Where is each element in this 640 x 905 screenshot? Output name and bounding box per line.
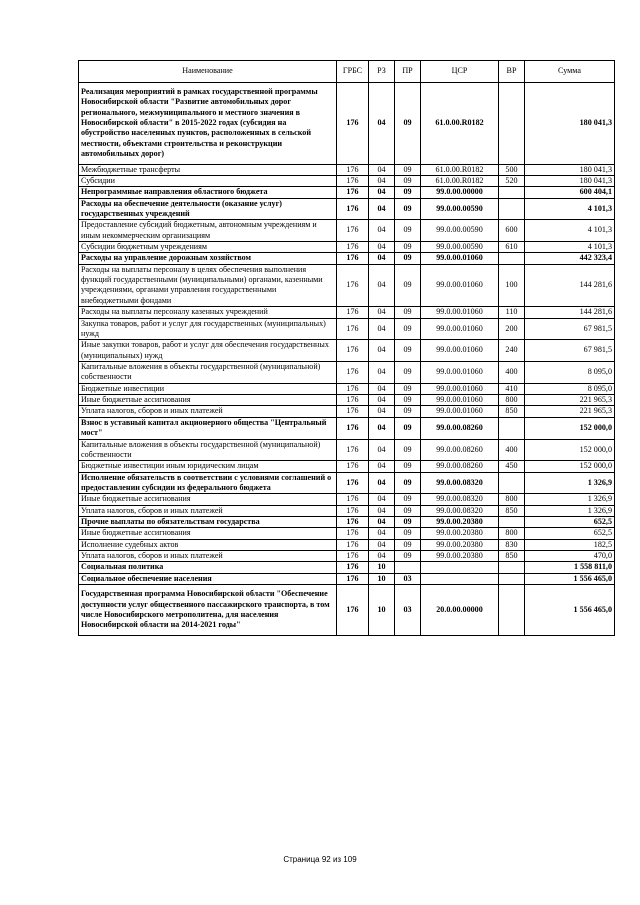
- cell-pr: 09: [395, 472, 421, 494]
- cell-name: Уплата налогов, сборов и иных платежей: [79, 505, 337, 516]
- cell-vr: [499, 187, 525, 198]
- table-row: [79, 383, 615, 394]
- cell-vr: 600: [499, 220, 525, 242]
- cell-name: Бюджетные инвестиции: [79, 383, 337, 394]
- header-csr: ЦСР: [421, 61, 499, 83]
- cell-grbs: 176: [337, 551, 369, 562]
- cell-sum: 442 323,4: [525, 253, 615, 264]
- cell-csr: 99.0.00.01060: [421, 395, 499, 406]
- cell-rz: 10: [369, 585, 395, 635]
- cell-pr: 09: [395, 175, 421, 186]
- cell-name: Исполнение обязательств в соответствии с условиями соглашений о предоставлении субсидии из федерального бюджета: [79, 472, 337, 494]
- cell-rz: 04: [369, 175, 395, 186]
- table-row: [79, 505, 615, 516]
- cell-name: Иные бюджетные ассигнования: [79, 494, 337, 505]
- cell-vr: 850: [499, 551, 525, 562]
- cell-vr: 100: [499, 264, 525, 306]
- cell-sum: 180 041,3: [525, 175, 615, 186]
- cell-rz: 04: [369, 383, 395, 394]
- cell-name: Предоставление субсидий бюджетным, автономным учреждениям и иным некоммерческим организациям: [79, 220, 337, 242]
- cell-rz: 04: [369, 395, 395, 406]
- cell-rz: 04: [369, 406, 395, 417]
- cell-sum: 8 095,0: [525, 361, 615, 383]
- cell-name: Иные бюджетные ассигнования: [79, 528, 337, 539]
- cell-rz: 04: [369, 307, 395, 318]
- cell-pr: 09: [395, 505, 421, 516]
- cell-csr: 99.0.00.08320: [421, 472, 499, 494]
- header-name: Наименование: [79, 61, 337, 83]
- cell-vr: [499, 83, 525, 165]
- cell-rz: 04: [369, 505, 395, 516]
- cell-vr: [499, 517, 525, 528]
- cell-vr: 830: [499, 539, 525, 550]
- cell-pr: 09: [395, 461, 421, 472]
- table-row: [79, 242, 615, 253]
- cell-vr: 800: [499, 528, 525, 539]
- cell-sum: 8 095,0: [525, 383, 615, 394]
- cell-grbs: 176: [337, 395, 369, 406]
- cell-pr: 09: [395, 164, 421, 175]
- cell-grbs: 176: [337, 164, 369, 175]
- cell-grbs: 176: [337, 505, 369, 516]
- cell-rz: 04: [369, 340, 395, 362]
- cell-rz: 04: [369, 187, 395, 198]
- cell-name: Социальное обеспечение населения: [79, 573, 337, 584]
- cell-name: Иные закупки товаров, работ и услуг для обеспечения государственных (муниципальных) нужд: [79, 340, 337, 362]
- cell-csr: 61.0.00.R0182: [421, 83, 499, 165]
- cell-name: Непрограммные направления областного бюджета: [79, 187, 337, 198]
- cell-sum: 180 041,3: [525, 83, 615, 165]
- cell-name: Иные бюджетные ассигнования: [79, 395, 337, 406]
- page-number: Страница 92 из 109: [283, 855, 357, 864]
- table-row: [79, 198, 615, 220]
- cell-sum: 1 326,9: [525, 505, 615, 516]
- cell-csr: 99.0.00.20380: [421, 539, 499, 550]
- cell-pr: 09: [395, 494, 421, 505]
- cell-rz: 10: [369, 562, 395, 573]
- cell-sum: 67 981,5: [525, 318, 615, 340]
- cell-csr: 99.0.00.20380: [421, 551, 499, 562]
- cell-name: Государственная программа Новосибирской области "Обеспечение доступности услуг общественного пассажирского транспорта, в том числе Новосибирского метрополитена, для населения Новосибирской области на 2014-2021 годы": [79, 585, 337, 635]
- cell-grbs: 176: [337, 528, 369, 539]
- cell-pr: 09: [395, 198, 421, 220]
- table-row: [79, 494, 615, 505]
- cell-pr: 09: [395, 539, 421, 550]
- cell-name: Субсидии бюджетным учреждениям: [79, 242, 337, 253]
- cell-name: Уплата налогов, сборов и иных платежей: [79, 406, 337, 417]
- cell-rz: 04: [369, 494, 395, 505]
- cell-sum: 652,5: [525, 528, 615, 539]
- cell-grbs: 176: [337, 318, 369, 340]
- cell-name: Закупка товаров, работ и услуг для государственных (муниципальных) нужд: [79, 318, 337, 340]
- cell-vr: [499, 585, 525, 635]
- cell-grbs: 176: [337, 494, 369, 505]
- cell-vr: 400: [499, 439, 525, 461]
- table-row: [79, 220, 615, 242]
- cell-rz: 04: [369, 164, 395, 175]
- cell-sum: 221 965,3: [525, 406, 615, 417]
- cell-sum: 152 000,0: [525, 417, 615, 439]
- cell-pr: 09: [395, 187, 421, 198]
- cell-grbs: 176: [337, 187, 369, 198]
- cell-csr: 99.0.00.00590: [421, 220, 499, 242]
- table-row: [79, 253, 615, 264]
- cell-csr: 99.0.00.08260: [421, 417, 499, 439]
- cell-pr: 09: [395, 361, 421, 383]
- cell-grbs: 176: [337, 253, 369, 264]
- cell-name: Расходы на обеспечение деятельности (оказание услуг) государственных учреждений: [79, 198, 337, 220]
- cell-name: Межбюджетные трансферты: [79, 164, 337, 175]
- cell-rz: 04: [369, 528, 395, 539]
- cell-sum: 4 101,3: [525, 242, 615, 253]
- cell-rz: 04: [369, 198, 395, 220]
- cell-vr: 110: [499, 307, 525, 318]
- cell-csr: 99.0.00.08260: [421, 461, 499, 472]
- cell-name: Капитальные вложения в объекты государственной (муниципальной) собственности: [79, 361, 337, 383]
- table-row: [79, 164, 615, 175]
- cell-rz: 04: [369, 517, 395, 528]
- table-row: [79, 585, 615, 635]
- cell-pr: 03: [395, 573, 421, 584]
- table-row: [79, 175, 615, 186]
- cell-grbs: 176: [337, 461, 369, 472]
- cell-csr: 99.0.00.08320: [421, 505, 499, 516]
- cell-sum: 1 558 811,0: [525, 562, 615, 573]
- cell-vr: 410: [499, 383, 525, 394]
- cell-vr: [499, 198, 525, 220]
- table-row: [79, 395, 615, 406]
- cell-rz: 04: [369, 83, 395, 165]
- cell-vr: 520: [499, 175, 525, 186]
- cell-pr: 09: [395, 417, 421, 439]
- cell-csr: 61.0.00.R0182: [421, 164, 499, 175]
- cell-sum: 180 041,3: [525, 164, 615, 175]
- cell-grbs: 176: [337, 406, 369, 417]
- cell-grbs: 176: [337, 198, 369, 220]
- header-rz: РЗ: [369, 61, 395, 83]
- cell-pr: 09: [395, 318, 421, 340]
- table-row: [79, 264, 615, 306]
- cell-sum: 1 556 465,0: [525, 573, 615, 584]
- cell-rz: 04: [369, 461, 395, 472]
- cell-grbs: 176: [337, 417, 369, 439]
- cell-vr: 400: [499, 361, 525, 383]
- cell-rz: 04: [369, 439, 395, 461]
- table-row: [79, 439, 615, 461]
- cell-vr: 850: [499, 505, 525, 516]
- cell-rz: 04: [369, 253, 395, 264]
- cell-sum: 652,5: [525, 517, 615, 528]
- budget-table: [78, 60, 615, 636]
- cell-name: Взнос в уставный капитал акционерного общества "Центральный мост": [79, 417, 337, 439]
- table-row: [79, 187, 615, 198]
- cell-vr: 850: [499, 406, 525, 417]
- cell-rz: 04: [369, 220, 395, 242]
- cell-vr: 800: [499, 494, 525, 505]
- cell-name: Капитальные вложения в объекты государственной (муниципальной) собственности: [79, 439, 337, 461]
- cell-grbs: 176: [337, 264, 369, 306]
- cell-pr: 09: [395, 439, 421, 461]
- table-row: [79, 417, 615, 439]
- cell-rz: 04: [369, 551, 395, 562]
- cell-name: Бюджетные инвестиции иным юридическим лицам: [79, 461, 337, 472]
- cell-rz: 04: [369, 539, 395, 550]
- header-vr: ВР: [499, 61, 525, 83]
- cell-grbs: 176: [337, 175, 369, 186]
- cell-vr: [499, 562, 525, 573]
- cell-grbs: 176: [337, 83, 369, 165]
- cell-csr: 99.0.00.01060: [421, 361, 499, 383]
- cell-name: Субсидии: [79, 175, 337, 186]
- table-row: [79, 318, 615, 340]
- header-row: [79, 61, 615, 83]
- cell-grbs: 176: [337, 439, 369, 461]
- cell-csr: 99.0.00.08260: [421, 439, 499, 461]
- cell-grbs: 176: [337, 539, 369, 550]
- cell-vr: 200: [499, 318, 525, 340]
- cell-sum: 67 981,5: [525, 340, 615, 362]
- cell-pr: 09: [395, 406, 421, 417]
- cell-pr: 09: [395, 517, 421, 528]
- cell-pr: 09: [395, 220, 421, 242]
- cell-grbs: 176: [337, 340, 369, 362]
- cell-pr: 09: [395, 395, 421, 406]
- cell-sum: 152 000,0: [525, 439, 615, 461]
- cell-csr: 99.0.00.20380: [421, 528, 499, 539]
- cell-rz: 04: [369, 472, 395, 494]
- table-body: [79, 83, 615, 636]
- cell-vr: [499, 417, 525, 439]
- cell-csr: 20.0.00.00000: [421, 585, 499, 635]
- cell-pr: 09: [395, 551, 421, 562]
- table-row: [79, 573, 615, 584]
- cell-name: Социальная политика: [79, 562, 337, 573]
- cell-csr: 99.0.00.08320: [421, 494, 499, 505]
- cell-csr: 99.0.00.20380: [421, 517, 499, 528]
- header-sum: Сумма: [525, 61, 615, 83]
- cell-rz: 04: [369, 264, 395, 306]
- cell-vr: 610: [499, 242, 525, 253]
- cell-vr: 240: [499, 340, 525, 362]
- table-row: [79, 539, 615, 550]
- table-row: [79, 472, 615, 494]
- cell-rz: 04: [369, 417, 395, 439]
- table-row: [79, 83, 615, 165]
- cell-grbs: 176: [337, 585, 369, 635]
- cell-grbs: 176: [337, 220, 369, 242]
- cell-csr: 99.0.00.00000: [421, 187, 499, 198]
- cell-sum: 470,0: [525, 551, 615, 562]
- cell-csr: 61.0.00.R0182: [421, 175, 499, 186]
- cell-csr: 99.0.00.01060: [421, 253, 499, 264]
- cell-grbs: 176: [337, 573, 369, 584]
- cell-csr: 99.0.00.01060: [421, 340, 499, 362]
- cell-vr: 800: [499, 395, 525, 406]
- cell-grbs: 176: [337, 383, 369, 394]
- cell-csr: 99.0.00.01060: [421, 406, 499, 417]
- cell-csr: 99.0.00.00590: [421, 242, 499, 253]
- cell-name: Реализация мероприятий в рамках государственной программы Новосибирской области "Развитие автомобильных дорог регионального, межмуниципального и местного значения в Новосибирской области" в 2015-2022 годах (субсидия на обустройство населенных пунктов, расположенных в сельской местности, объектами строительства и реконструкции автомобильных дорог): [79, 83, 337, 165]
- cell-csr: [421, 573, 499, 584]
- cell-name: Расходы на выплаты персоналу казенных учреждений: [79, 307, 337, 318]
- cell-sum: 144 281,6: [525, 264, 615, 306]
- cell-name: Расходы на выплаты персоналу в целях обеспечения выполнения функций государственными (муниципальными) органами, казенными учреждениями, органами управления государственными внебюджетными фондами: [79, 264, 337, 306]
- table-row: [79, 307, 615, 318]
- cell-pr: 09: [395, 340, 421, 362]
- cell-name: Прочие выплаты по обязательствам государства: [79, 517, 337, 528]
- table-row: [79, 528, 615, 539]
- cell-name: Исполнение судебных актов: [79, 539, 337, 550]
- cell-pr: 09: [395, 307, 421, 318]
- cell-rz: 04: [369, 318, 395, 340]
- cell-rz: 10: [369, 573, 395, 584]
- cell-grbs: 176: [337, 361, 369, 383]
- cell-vr: 500: [499, 164, 525, 175]
- cell-name: Уплата налогов, сборов и иных платежей: [79, 551, 337, 562]
- cell-pr: 09: [395, 242, 421, 253]
- cell-csr: 99.0.00.01060: [421, 383, 499, 394]
- cell-sum: 182,5: [525, 539, 615, 550]
- cell-vr: [499, 253, 525, 264]
- table-row: [79, 340, 615, 362]
- cell-name: Расходы на управление дорожным хозяйством: [79, 253, 337, 264]
- cell-sum: 600 404,1: [525, 187, 615, 198]
- cell-grbs: 176: [337, 517, 369, 528]
- cell-csr: 99.0.00.00590: [421, 198, 499, 220]
- table-row: [79, 551, 615, 562]
- table-row: [79, 406, 615, 417]
- cell-rz: 04: [369, 242, 395, 253]
- cell-csr: [421, 562, 499, 573]
- cell-sum: 152 000,0: [525, 461, 615, 472]
- cell-rz: 04: [369, 361, 395, 383]
- cell-pr: [395, 562, 421, 573]
- cell-csr: 99.0.00.01060: [421, 264, 499, 306]
- table-row: [79, 517, 615, 528]
- cell-sum: 221 965,3: [525, 395, 615, 406]
- cell-grbs: 176: [337, 242, 369, 253]
- cell-pr: 09: [395, 383, 421, 394]
- cell-grbs: 176: [337, 472, 369, 494]
- table-row: [79, 461, 615, 472]
- cell-sum: 1 326,9: [525, 472, 615, 494]
- cell-sum: 4 101,3: [525, 220, 615, 242]
- cell-sum: 4 101,3: [525, 198, 615, 220]
- cell-vr: [499, 472, 525, 494]
- cell-pr: 03: [395, 585, 421, 635]
- cell-sum: 1 556 465,0: [525, 585, 615, 635]
- cell-vr: 450: [499, 461, 525, 472]
- table-row: [79, 562, 615, 573]
- cell-grbs: 176: [337, 307, 369, 318]
- cell-sum: 144 281,6: [525, 307, 615, 318]
- cell-pr: 09: [395, 83, 421, 165]
- cell-grbs: 176: [337, 562, 369, 573]
- cell-pr: 09: [395, 528, 421, 539]
- header-grbs: ГРБС: [337, 61, 369, 83]
- cell-csr: 99.0.00.01060: [421, 318, 499, 340]
- cell-pr: 09: [395, 264, 421, 306]
- cell-pr: 09: [395, 253, 421, 264]
- cell-csr: 99.0.00.01060: [421, 307, 499, 318]
- table-row: [79, 361, 615, 383]
- cell-sum: 1 326,9: [525, 494, 615, 505]
- cell-vr: [499, 573, 525, 584]
- header-pr: ПР: [395, 61, 421, 83]
